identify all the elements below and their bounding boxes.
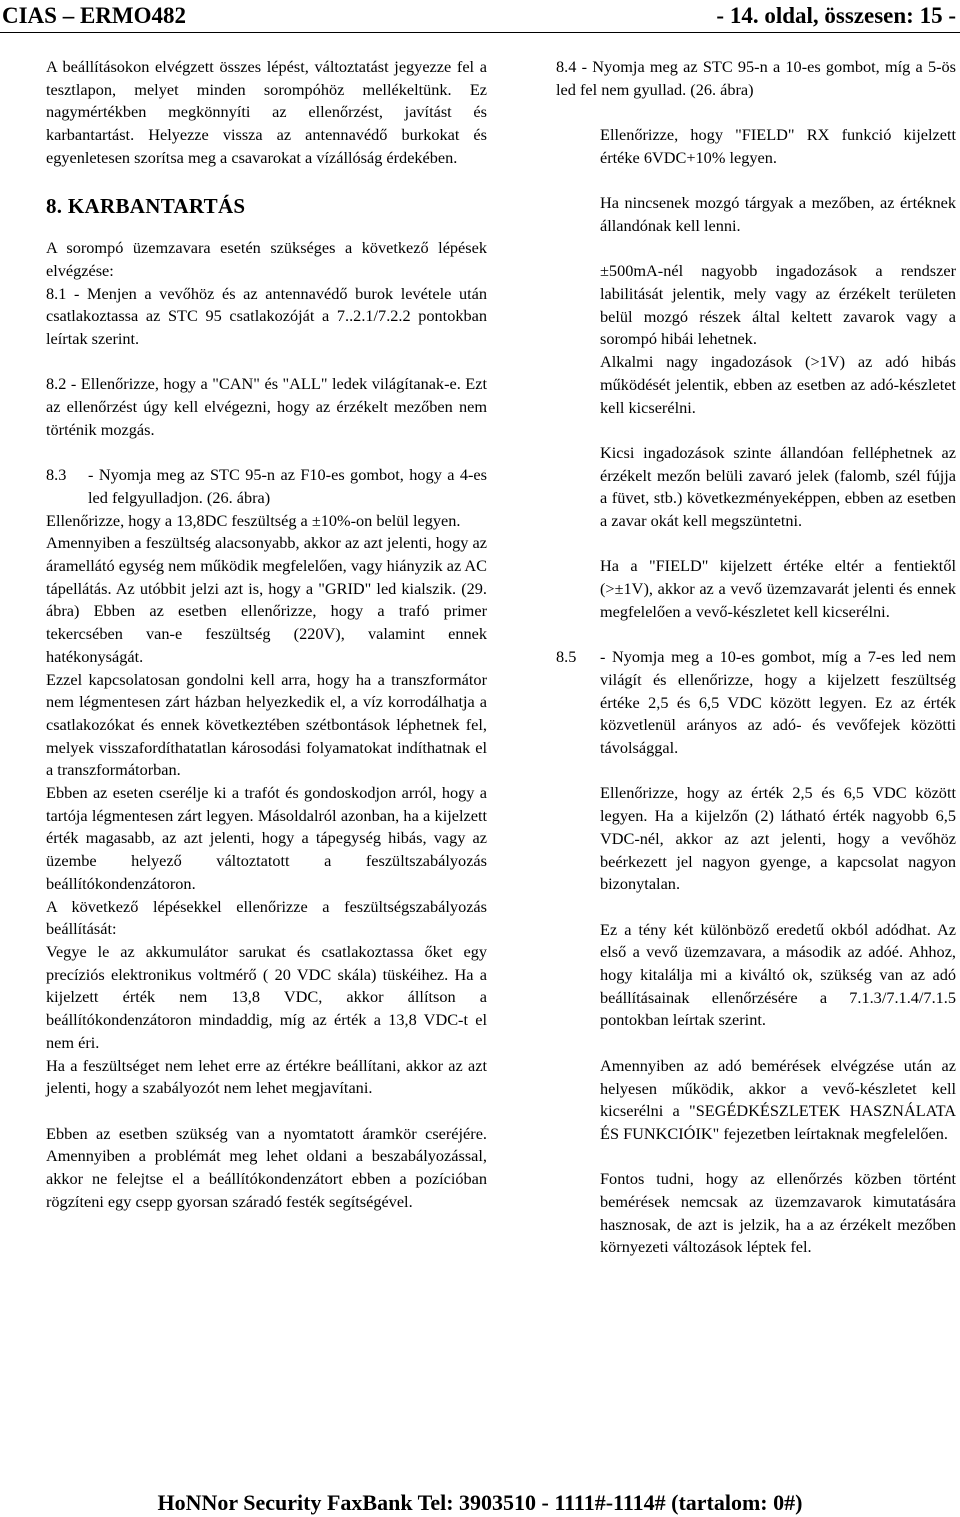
header-document-id: CIAS – ERMO482 [2,3,187,28]
left-column [46,56,487,1213]
header-divider [0,32,960,33]
step-8-2: 8.2 - Ellenőrizze, hogy a "CAN" és "ALL" ledek világítanak-e. Ezt az ellenőrzést úgy kell elvégezni, hogy az érzékelt mezőben nem történik mozgás. [46,374,487,439]
step-8-5-r10: Fontos tudni, hogy az ellenőrzés közben történt bemérések nemcsak az üzemzavarok kimutatására hasznosak, de azt is jelzik, ha a az érzékelt mezőben környezeti változások léptek fel. [600,1169,956,1257]
step-8-4-r5: Kicsi ingadozások szinte állandóan felléphetnek az érzékelt mezőn belüli zavaró jelek (falomb, szél fújja a füvet, stb.) következményeképpen, ebben az esetben a zavar okát kell megszüntetni. [600,442,956,530]
step-8-3-p7: Ha a feszültséget nem lehet erre az értékre beállítani, akkor az azt jelenti, hogy a szabályozót nem lehet megjavítani. [46,1055,487,1098]
step-8-3-lead: - Nyomja meg az STC 95-n az F10-es gombot, hogy a 4-es led felgyulladjon. (26. ábra) [88,465,487,507]
step-8-5-r9: Amennyiben az adó bemérések elvégzése után az helyesen működik, akkor a vevő-készletet kell kicserélni a "SEGÉDKÉSZLETEK HASZNÁLATA ÉS FUNKCIÓIK" fejezetben leírtaknak megfelelően. [600,1055,956,1143]
step-8-3-p6: Vegye le az akkumulátor sarukat és csatlakoztassa őket egy precíziós elektronikus voltmérő ( 20 VDC skála) tüskéihez. Ha a kijelzett érték nem 13,8 VDC, akkor állítson a beállítókondenzátoron mindaddig, míg az érték a 13,8 VDC-t el nem éri. [46,941,487,1052]
step-8-3-p5: A következő lépésekkel ellenőrizze a feszültségszabályozás beállítását: [46,896,487,939]
step-8-5 [556,646,956,760]
section-intro: A sorompó üzemzavara esetén szükséges a következő lépések elvégzése: [46,238,487,280]
step-8-3-p3: Ezzel kapcsolatosan gondolni kell arra, hogy ha a transzformátor nem légmentesen zárt házban helyezkedik el, a víz korrodálhatja a csatlakozókat és ennek következtében szétbontások léphetnek fel, melyek visszafordíthatatlan károsodási folyamatokat indíthatnak el a transzformátorban. [46,669,487,780]
step-8-3-p4: Ebben az eseten cserélje ki a trafót és gondoskodjon arról, hogy a tartója légmentesen zárt legyen. Másoldalról azonban, ha a kijelzett érték magasabb, az azt jelenti, hogy a tápegység hibás, vagy az üzembe helyező változtatott a feszültszabályozás beállítókondenzátoron. [46,783,487,893]
step-8-4-r1: Ellenőrizze, hogy "FIELD" RX funkció kijelzett értéke 6VDC+10% legyen. [600,125,956,167]
step-8-5-r8: Ez a tény két különböző eredetű okból adódhat. Az első a vevő üzemzavara, a második az adóé. Ahhoz, hogy kitaláljа mi a kiváltó ok, szükség van az adó beállításainak ellenőrzésére a 7.1.3/7.1.4/7.1.5 pontokban leírtak szerint. [600,919,956,1030]
step-8-1: 8.1 - Menjen a vevőhöz és az antennavédő burok levétele után csatlakoztassa az STC 95 csatlakozóját a 7..2.1/7.2.2 pontokban leírtak szerint. [46,283,487,349]
step-8-3-p2: Amennyiben a feszültség alacsonyabb, akkor az azt jelenti, hogy az áramellátó egység nem működik megfelelően, vagy hiányzik az AC tápellátás. Az utóbbit jelzi azt is, hogy a "GRID" led kialszik. (29. ábra) Ebben az esetben ellenőrizze, hogy a trafó primer tekercsében van-e feszültség (220V), valamint ennek hatékonyságát. [46,533,487,666]
step-8-3 [46,464,487,509]
intro-paragraph: A beállításokon elvégzett összes lépést, változtatást jegyezze fel a tesztlapon, melyet minden sorompóhöz mellékeltünk. Ez nagymértékben megkönnyíti az ellenőrzést, javítást és karbantartást. Helyezze vissza az antennavédő burkokat és egyenletesen szorítsa meg a csavarokat a vízállóság érdekében. [46,57,487,167]
step-8-5-number: 8.5 [556,647,577,667]
right-column [556,56,956,1259]
step-8-4-r4: Alkalmi nagy ingadozások (>1V) az adó hibás működését jelentik, ebben az esetben az adó-készletet kell kicserélni. [600,352,956,417]
section-title: 8. KARBANTARTÁS [46,193,246,218]
step-8-3-p1: Ellenőrizze, hogy a 13,8DC feszültség a ±10%-on belül legyen. [46,510,461,530]
step-8-4-r3: ±500mA-nél nagyobb ingadozások a rendszer labilitását jelentik, mely vagy az érzékelt területen belül mozgó részek által keltett zavarok vagy a sorompó hibái lehetnek. [600,261,956,349]
page-footer: HoNNor Security FaxBank Tel: 3903510 - 1111#-1114# (tartalom: 0#) [157,1490,803,1515]
step-8-4-r6: Ha a "FIELD" kijelzett értéke eltér a fentiektől (>±1V), akkor az a vevő üzemzavarát jelenti és ennek megfelelően a vevő-készletet kell kicserélni. [600,556,956,621]
step-8-5-lead: - Nyomja meg a 10-es gombot, míg a 7-es led nem világít és ellenőrizze, hogy a kijelzett feszültség értéke 2,5 és 6,5 VDC között legyen. Ez az érték közvetlenül arányos az adó- és vevőfejek közötti távolsággal. [600,647,956,757]
step-8-4-r2: Ha nincsenek mozgó tárgyak a mezőben, az értéknek állandónak kell lenni. [600,193,956,235]
step-8-3-p8: Ebben az esetben szükség van a nyomtatott áramkör cseréjére. Amennyiben a problémát meg lehet oldani a beszabályozással, akkor ne felejtse el a beállítókondenzátort ebben a pozícióban rögzíteni egy csepp gyorsan száradó festék segítségével. [46,1123,487,1211]
step-8-4: 8.4 - Nyomja meg az STC 95-n a 10-es gombot, míg a 5-ös led fel nem gyullad. (26. ábra) [556,57,956,99]
step-8-3-number: 8.3 [46,465,67,485]
header-page-number: - 14. oldal, összesen: 15 - [716,3,956,28]
step-8-5-r7: Ellenőrizze, hogy az érték 2,5 és 6,5 VDC között legyen. Ha a kijelzőn (2) látható érték nagyobb 6,5 VDC-nél, akkor az azt jelenti, hogy a vevőhöz beérkezett jel nagyon gyenge, a kapcsolat nagyon bizonytalan. [600,783,956,894]
